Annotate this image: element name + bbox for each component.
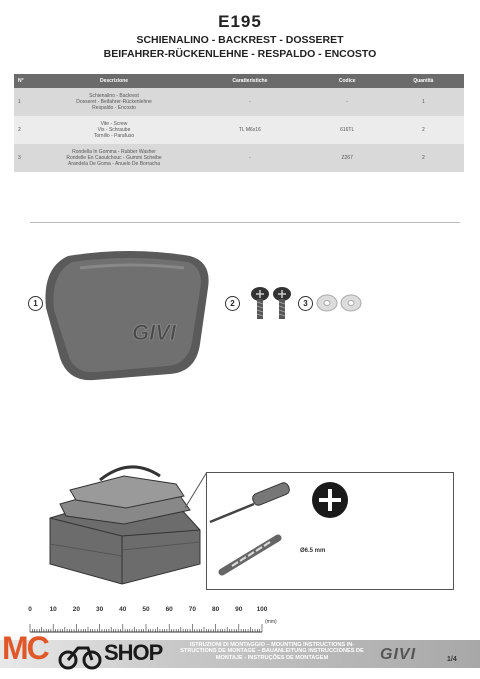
cell-quantity: 2: [383, 144, 464, 172]
drill-size-label: Ø6.5 mm: [300, 548, 326, 554]
footer-line: STRUCTIONS DE MONTAGE – BAUANLEITUNG INSTRUCCIONES DE: [180, 648, 364, 655]
cell-number: 1: [14, 88, 40, 116]
cell-features: -: [188, 88, 312, 116]
callout-2: 2: [225, 296, 240, 311]
ruler-label: 0: [28, 606, 32, 613]
column-header-code: Codice: [312, 74, 383, 88]
column-header-quantity: Quantità: [383, 74, 464, 88]
screw-icons: [246, 284, 296, 324]
ruler-unit: (mm): [265, 619, 277, 625]
section-divider: [30, 222, 460, 223]
screw-icon: [251, 287, 269, 319]
column-header-features: Caratteristiche: [188, 74, 312, 88]
ruler-label: 30: [95, 606, 104, 613]
cell-number: 3: [14, 144, 40, 172]
column-header-description: Descrizione: [40, 74, 188, 88]
parts-table: [14, 74, 464, 172]
description-line: Tornillo - Parafuso: [93, 133, 135, 139]
document-title-line-2: BEIFAHRER-RÜCKENLEHNE - RESPALDO - ENCOSTO: [103, 48, 377, 60]
description-line: Vite - Screw: [100, 121, 128, 127]
description-line: Rondelle En Caoutchouc - Gummi Scheibe: [66, 155, 162, 161]
measurement-ruler: [22, 606, 282, 636]
motorcycle-icon: [58, 638, 102, 670]
cell-quantity: 2: [383, 116, 464, 144]
drill-bit-icon: [218, 532, 288, 578]
cell-features: TL M6x16: [188, 116, 312, 144]
callout-1: 1: [28, 296, 43, 311]
cell-description: [40, 144, 188, 172]
screwdriver-icon: [208, 480, 294, 526]
description-line: Vis - Schraube: [97, 127, 131, 133]
cell-description: [40, 116, 188, 144]
table-row: [14, 88, 464, 116]
ruler-label: 70: [188, 606, 197, 613]
washer-icons: [316, 292, 364, 314]
column-header-number: N°: [14, 74, 40, 88]
ruler-label: 40: [119, 606, 127, 613]
cell-features: -: [188, 144, 312, 172]
ruler-label: 100: [256, 606, 268, 613]
cell-code: -: [312, 88, 383, 116]
parts-table-header: [14, 74, 464, 88]
cell-quantity: 1: [383, 88, 464, 116]
page-number: 1/4: [447, 656, 457, 663]
ruler-label: 60: [165, 606, 173, 613]
cell-code: Z267: [312, 144, 383, 172]
ruler-label: 90: [235, 606, 243, 613]
description-line: Rondella In Gomma - Rubber Washer: [72, 149, 156, 155]
rubber-washer-icon: [317, 295, 337, 311]
document-title-line-1: SCHIENALINO - BACKREST - DOSSERET: [136, 34, 344, 46]
backrest-illustration: [40, 248, 215, 388]
ruler-label: 10: [49, 606, 57, 613]
footer-brand-logo: GIVI: [380, 646, 417, 663]
ruler-label: 80: [211, 606, 220, 613]
ruler-label: 50: [142, 606, 150, 613]
table-row: [14, 116, 464, 144]
footer-instructions: [172, 642, 372, 661]
watermark-logo-right: SHOP: [104, 640, 163, 665]
cell-code: 616TL: [312, 116, 383, 144]
cell-description: [40, 88, 188, 116]
description-line: Respaldo - Encosto: [92, 105, 136, 111]
document-code: E195: [218, 12, 262, 31]
footer-line: MONTAJE - INSTRUÇÕES DE MONTAGEM: [215, 654, 329, 661]
description-line: Schienalino - Backrest: [89, 93, 139, 99]
ruler-label: 20: [72, 606, 81, 613]
phillips-head-icon: [310, 480, 350, 520]
cell-number: 2: [14, 116, 40, 144]
screw-icon: [273, 287, 291, 319]
watermark-logo-left: MC: [2, 630, 48, 666]
ruler-scale: [22, 606, 282, 636]
description-line: Arandela De Goma - Anuelo De Borracha: [68, 161, 160, 167]
table-row: [14, 144, 464, 172]
description-line: Dosseret - Beifahrer-Rückenlehne: [76, 99, 152, 105]
rubber-washer-icon: [341, 295, 361, 311]
callout-3: 3: [298, 296, 313, 311]
footer-line: ISTRUZIONI DI MONTAGGIO – MOUNTING INSTRUCTIONS IN-: [189, 642, 355, 648]
givi-logo: GIVI: [132, 320, 177, 345]
